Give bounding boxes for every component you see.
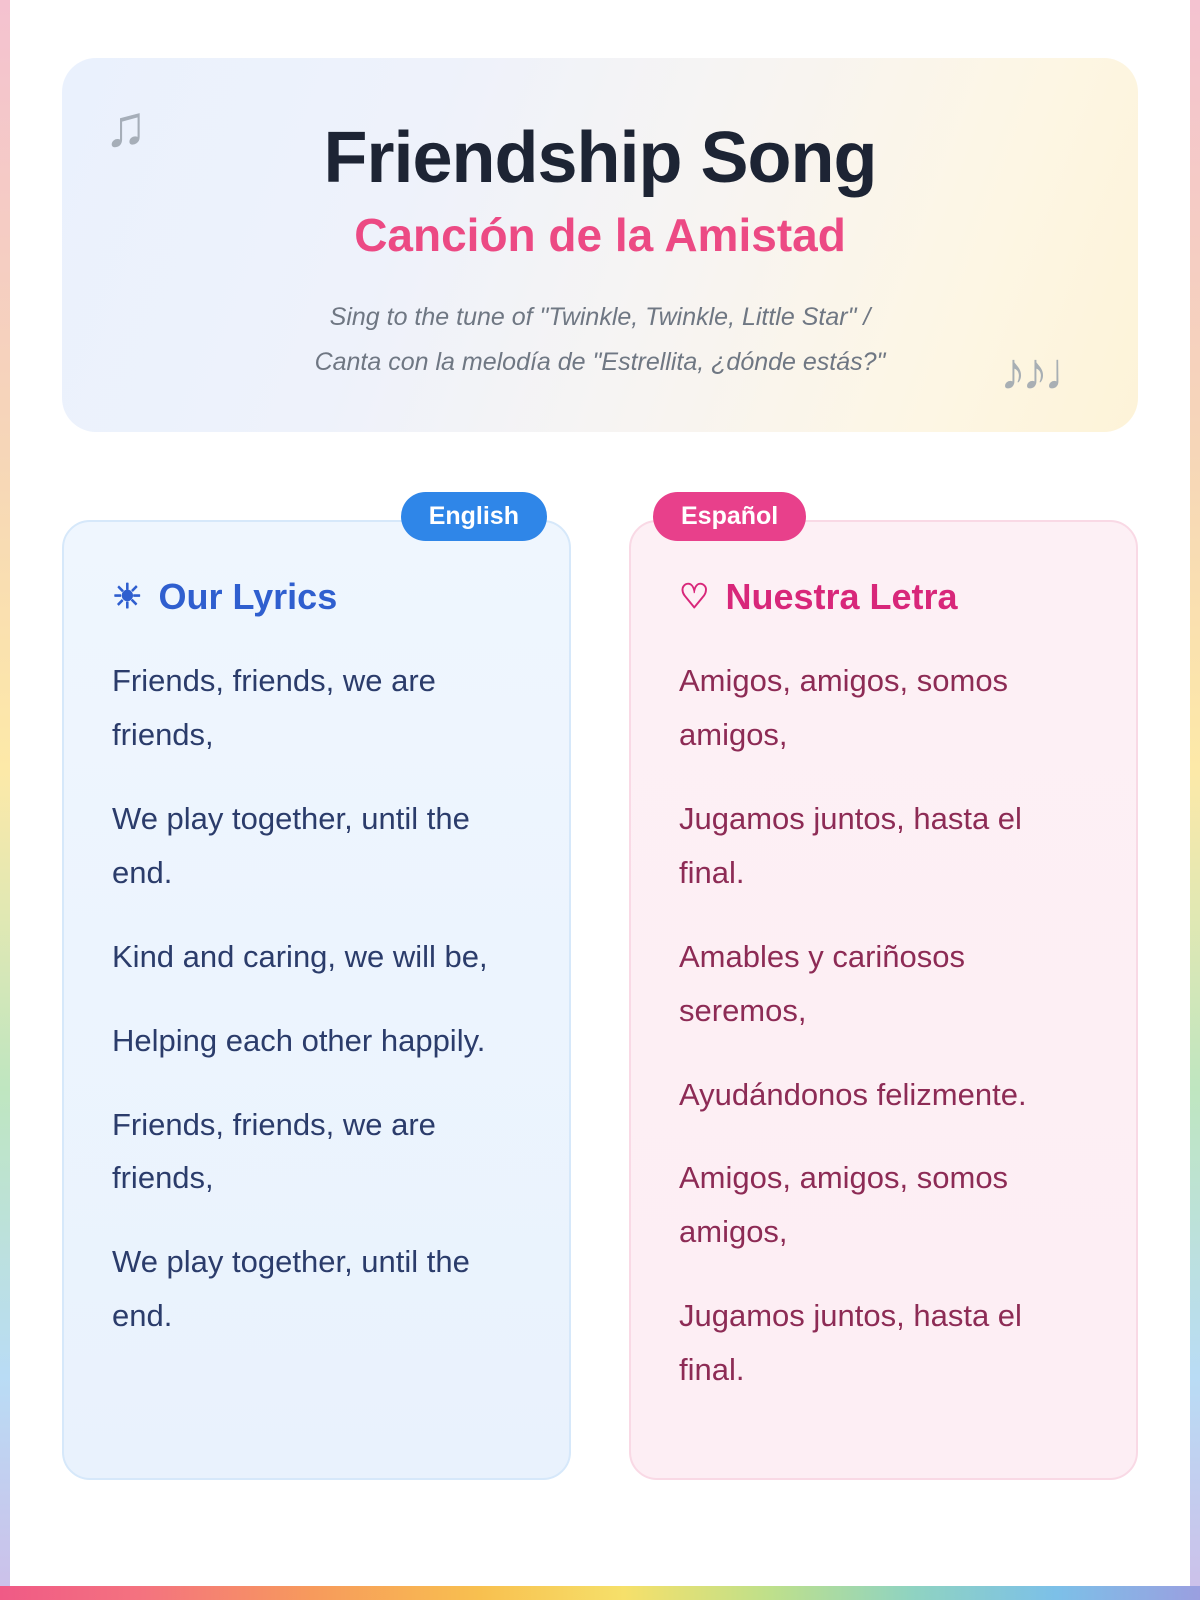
music-note-icon: ♫ (104, 94, 148, 159)
heart-icon: ♡ (679, 577, 710, 616)
right-gradient-border (1190, 0, 1200, 1600)
lyrics-card-english (62, 501, 571, 1480)
lyric-line: Helping each other happily. (112, 1022, 486, 1058)
lyrics-heading-label-english: Our Lyrics (158, 575, 338, 617)
tune-instruction-line-1: Sing to the tune of "Twinkle, Twinkle, Little Star" / (329, 302, 871, 331)
tune-instruction-line-2: Canta con la melodía de "Estrellita, ¿dónde estás?" (314, 348, 886, 377)
sun-icon: ☀ (112, 577, 143, 616)
lyrics-columns (62, 501, 1138, 1480)
page-title: Friendship Song (323, 118, 877, 198)
lyric-line: Amigos, amigos, somos amigos, (679, 1160, 1009, 1250)
language-badge-english[interactable]: English (401, 492, 547, 541)
lyrics-card-spanish (629, 501, 1138, 1480)
lyric-line: We play together, until the end. (112, 1244, 470, 1334)
lyric-line: Jugamos juntos, hasta el final. (679, 800, 1022, 890)
page-subtitle: Canción de la Amistad (354, 209, 846, 262)
lyrics-heading-english (112, 576, 521, 618)
lyric-line: Amables y cariñosos seremos, (679, 938, 966, 1028)
language-badge-spanish[interactable]: Español (653, 492, 806, 541)
left-gradient-border (0, 0, 10, 1600)
lyric-line: Amigos, amigos, somos amigos, (679, 662, 1009, 752)
music-notes-icon: ♪♪♩ (1000, 342, 1092, 401)
lyric-line: Ayudándonos felizmente. (679, 1076, 1027, 1112)
song-header-card (62, 58, 1138, 432)
tune-instruction (220, 295, 980, 386)
lyrics-heading-label-spanish: Nuestra Letra (725, 575, 958, 617)
lyrics-heading-spanish (679, 576, 1088, 618)
lyric-line: Jugamos juntos, hasta el final. (679, 1298, 1022, 1388)
bottom-rainbow-bar (0, 1586, 1200, 1600)
lyric-line: Friends, friends, we are friends, (112, 1106, 436, 1196)
lyric-line: We play together, until the end. (112, 800, 470, 890)
lyric-line: Friends, friends, we are friends, (112, 662, 436, 752)
lyric-line: Kind and caring, we will be, (112, 938, 488, 974)
